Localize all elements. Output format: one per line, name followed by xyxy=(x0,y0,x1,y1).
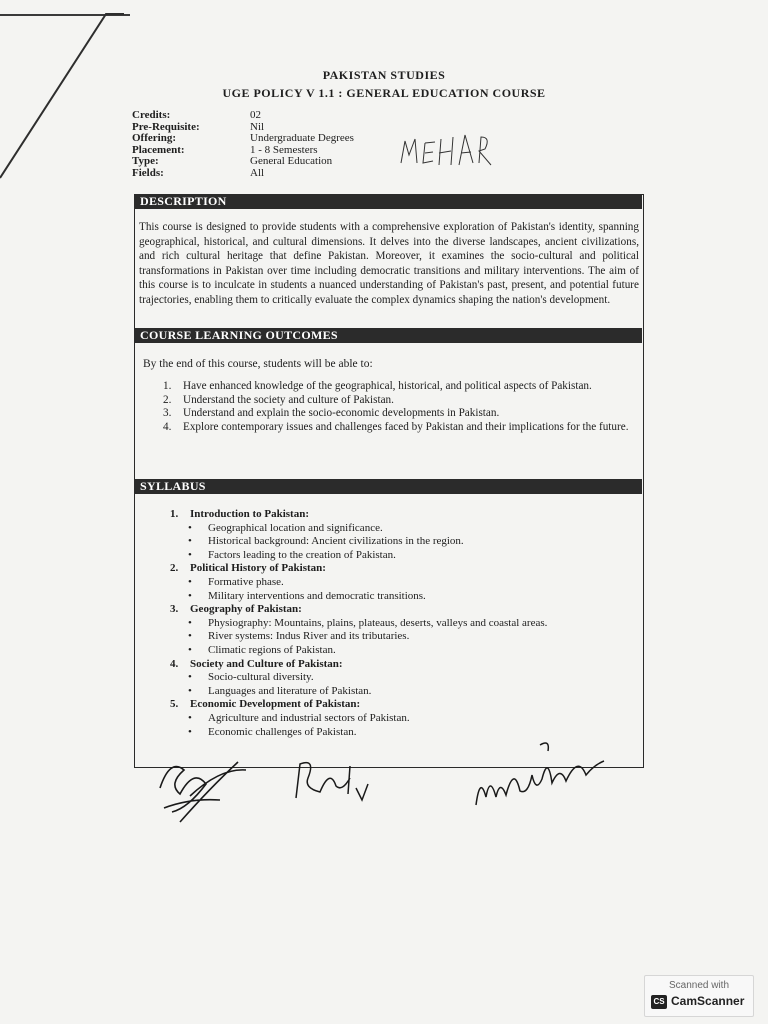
description-heading: DESCRIPTION xyxy=(134,194,642,209)
syllabus-topic xyxy=(170,603,630,617)
meta-value: 02 xyxy=(250,109,261,121)
syllabus-topic xyxy=(170,658,630,672)
bullet-icon: • xyxy=(188,535,192,548)
item-text: Understand the society and culture of Pakistan. xyxy=(183,393,394,406)
bullet-icon: • xyxy=(188,711,192,724)
topic-number: 5. xyxy=(170,698,179,711)
topic-title: Society and Culture of Pakistan: xyxy=(190,657,343,670)
bullet-icon: • xyxy=(188,521,192,534)
topic-title: Introduction to Pakistan: xyxy=(190,508,309,520)
syllabus-topic xyxy=(170,562,630,576)
list-item xyxy=(170,522,630,536)
meta-key: Offering: xyxy=(132,132,176,145)
item-text: River systems: Indus River and its tributaries. xyxy=(208,630,410,643)
item-text: Agriculture and industrial sectors of Pakistan. xyxy=(208,711,410,724)
description-text: This course is designed to provide students with a comprehensive exploration of Pakistan's identity, spanning geographical, historical, and cultural dimensions. It delves into the diverse landscapes, ancient civilizations, and rich cultural heritage that define Pakistan. Moreover, it examines the socio-cultural and political transformations in Pakistan over time including democratic transitions and military interventions. The aim of this course is to inculcate in students a nuanced understanding of Pakistan's past, present, and potential future trajectories, enabling them to critically evaluate the complex dynamics shaping the nation's development. xyxy=(139,221,639,306)
handwritten-margin-note xyxy=(395,125,495,175)
item-text: Historical background: Ancient civilizations in the region. xyxy=(208,535,464,548)
topic-number: 3. xyxy=(170,603,179,616)
syllabus-topic xyxy=(170,698,630,712)
scanned-with-label: Scanned with xyxy=(668,980,730,991)
syllabus-heading: SYLLABUS xyxy=(134,479,642,494)
list-item xyxy=(170,576,630,590)
syllabus-topic xyxy=(170,508,630,522)
signature-left xyxy=(150,748,260,828)
item-number: 2. xyxy=(163,393,172,406)
meta-value: Nil xyxy=(250,120,265,133)
item-number: 3. xyxy=(163,407,172,419)
list-item xyxy=(170,535,630,549)
list-item xyxy=(170,644,630,658)
list-item xyxy=(163,394,639,408)
syllabus-list xyxy=(170,508,630,739)
bullet-icon: • xyxy=(188,630,192,643)
item-text: Formative phase. xyxy=(208,575,284,588)
camscanner-logo-icon: CS xyxy=(651,995,667,1009)
bullet-icon: • xyxy=(188,725,192,738)
list-item xyxy=(170,685,630,699)
list-item xyxy=(170,617,630,631)
topic-title: Political History of Pakistan: xyxy=(190,562,326,575)
item-text: Economic challenges of Pakistan. xyxy=(208,725,357,738)
list-item xyxy=(170,712,630,726)
page-corner-fold xyxy=(0,0,140,220)
topic-title: Geography of Pakistan: xyxy=(190,603,302,616)
camscanner-label: CamScanner xyxy=(671,994,745,1008)
course-title: PAKISTAN STUDIES xyxy=(322,68,446,82)
meta-key: Placement: xyxy=(132,143,185,156)
meta-key: Type: xyxy=(132,155,159,168)
bullet-icon: • xyxy=(188,684,192,697)
outcomes-list xyxy=(163,380,639,434)
item-text: Languages and literature of Pakistan. xyxy=(208,684,372,697)
list-item xyxy=(163,421,639,435)
topic-title: Economic Development of Pakistan: xyxy=(190,698,361,711)
list-item xyxy=(170,630,630,644)
learning-outcomes-heading: COURSE LEARNING OUTCOMES xyxy=(134,328,642,343)
item-text: Military interventions and democratic transitions. xyxy=(208,589,426,602)
meta-key: Credits: xyxy=(132,109,171,121)
outcomes-intro: By the end of this course, students will be able to: xyxy=(143,358,373,370)
list-item xyxy=(163,380,639,394)
item-text: Have enhanced knowledge of the geographical, historical, and political aspects of Pakistan. xyxy=(183,380,592,392)
item-number: 1. xyxy=(163,380,172,392)
topic-number: 1. xyxy=(170,508,179,520)
meta-value: General Education xyxy=(250,155,333,168)
policy-subtitle: UGE POLICY V 1.1 : GENERAL EDUCATION COURSE xyxy=(222,86,546,100)
meta-value: Undergraduate Degrees xyxy=(250,132,354,145)
meta-row xyxy=(132,110,450,122)
bullet-icon: • xyxy=(188,616,192,629)
bullet-icon: • xyxy=(188,575,192,588)
meta-value: All xyxy=(250,166,265,179)
bullet-icon: • xyxy=(188,643,192,656)
bullet-icon: • xyxy=(188,589,192,602)
item-text: Socio-cultural diversity. xyxy=(208,671,314,684)
camscanner-watermark xyxy=(644,975,754,1017)
item-text: Climatic regions of Pakistan. xyxy=(208,643,336,656)
meta-key: Fields: xyxy=(132,166,164,179)
item-number: 4. xyxy=(163,420,172,433)
list-item xyxy=(170,590,630,604)
list-item xyxy=(170,549,630,563)
topic-number: 2. xyxy=(170,562,179,575)
list-item xyxy=(170,671,630,685)
item-text: Physiography: Mountains, plains, plateaus, deserts, valleys and coastal areas. xyxy=(208,616,548,629)
list-item xyxy=(163,407,639,421)
item-text: Geographical location and significance. xyxy=(208,521,383,534)
item-text: Explore contemporary issues and challenges faced by Pakistan and their implications for the future. xyxy=(183,420,629,433)
meta-key: Pre-Requisite: xyxy=(132,120,200,133)
signature-middle xyxy=(286,748,376,808)
item-text: Factors leading to the creation of Pakistan. xyxy=(208,548,396,561)
meta-value: 1 - 8 Semesters xyxy=(250,143,318,156)
topic-number: 4. xyxy=(170,657,179,670)
bullet-icon: • xyxy=(188,548,192,561)
item-text: Understand and explain the socio-economic developments in Pakistan. xyxy=(183,407,500,419)
bullet-icon: • xyxy=(188,671,192,684)
signature-right xyxy=(470,735,620,815)
